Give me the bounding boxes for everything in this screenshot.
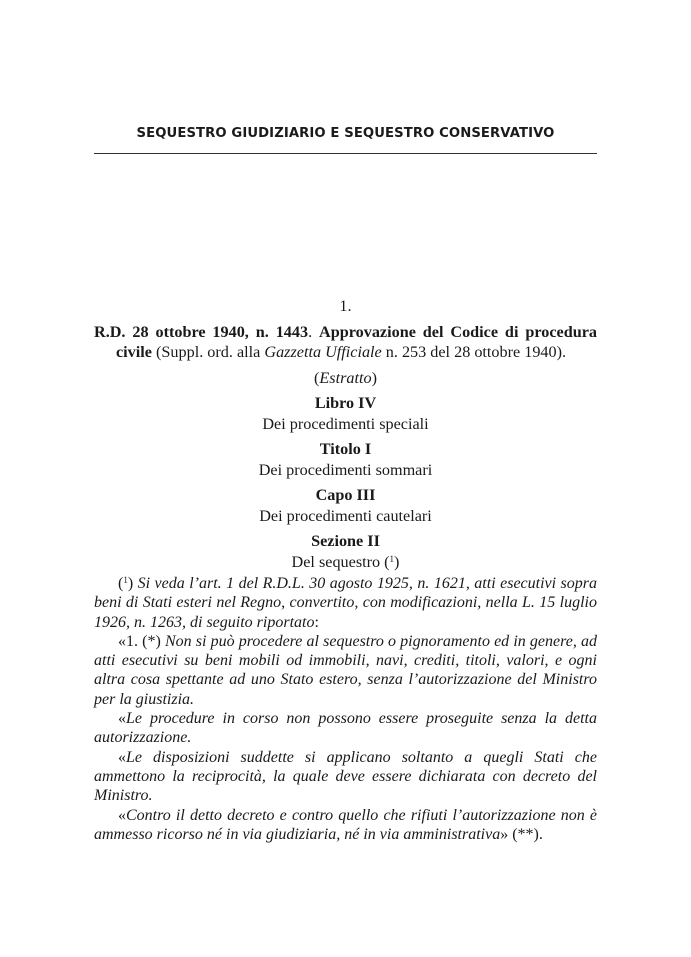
division-title: Libro IV — [314, 394, 377, 412]
extract-label: (Estratto) — [314, 368, 377, 387]
heading-reference: R.D. 28 ottobre 1940, n. 1443 — [94, 322, 309, 341]
quote-3-text: Le disposizioni suddette si applicano soltanto a quegli Stati che ammettono la reciprocità, la quale deve essere dichiarata con decreto del Ministro. — [94, 748, 597, 805]
division-title: Capo III — [315, 486, 376, 504]
quote-2-text: Le procedure in corso non possono essere proseguite senza la detta autorizzazione. — [94, 710, 597, 747]
quote-1-prefix: «1. (*) — [118, 632, 165, 650]
quote-4-text: Contro il detto decreto e contro quello che rifiuti l’autorizzazione non è ammesso ricorso né in via giudiziaria, né in via amministrativa — [94, 806, 597, 843]
footnote-reference: 1 — [389, 553, 395, 564]
document-heading — [94, 322, 597, 363]
footnote-intro-text: Si veda l’art. 1 del R.D.L. 30 agosto 1925, n. 1621, atti esecutivi sopra beni di Stati esteri nel Regno, convertito, con modificazioni, nella L. 15 luglio 1926, n. 1263, di seguito riportato — [94, 575, 598, 631]
footnote-quote-1 — [94, 632, 597, 709]
division-subtitle: Dei procedimenti sommari — [258, 460, 433, 479]
section-title: Sezione II — [311, 532, 380, 550]
heading-publication-post: n. 253 del 28 ottobre 1940). — [381, 343, 567, 361]
section-subtitle-end: ) — [394, 552, 400, 571]
section-subtitle — [94, 552, 597, 573]
footnote-intro-colon: : — [314, 613, 319, 631]
running-header: SEQUESTRO GIUDIZIARIO E SEQUESTRO CONSERVATIVO — [136, 126, 555, 141]
quote-3-prefix: « — [118, 748, 126, 766]
extract-label-text: Estratto — [319, 368, 372, 387]
division-title: Titolo I — [319, 440, 372, 458]
heading-separator: . — [308, 322, 313, 341]
footnote-intro: ($^1$) Si veda l’art. 1 del R.D.L. 30 agosto 1925, n. 1621, atti esecutivi sopra beni di Stati esteri nel Regno, convertito, con modificazioni, nella L. 15 luglio 1926, n. 1263, di seguito riportato: — [94, 575, 598, 631]
quote-4-prefix: « — [118, 806, 126, 824]
footnote-quote-3 — [94, 748, 597, 806]
header-rule — [94, 153, 597, 154]
footnote-marker: 1 — [123, 575, 128, 585]
division-subtitle: Dei procedimenti speciali — [262, 414, 429, 433]
footnote — [94, 574, 597, 844]
section-subtitle-text: Del sequestro ( — [291, 552, 390, 571]
heading-title: Approvazione del Codice di procedura civile — [116, 322, 597, 361]
heading-publication-gazette: Gazzetta Ufficiale — [264, 343, 382, 361]
footnote-quote-4 — [94, 806, 597, 845]
quote-1-text: Non si può procedere al sequestro o pignoramento ed in genere, ad atti esecutivi su beni mobili od immobili, navi, crediti, titoli, valori, e ogni altra cosa spettante ad uno Stato estero, senza l’autorizzazione del Ministro per la giustizia. — [94, 632, 598, 708]
document-body — [94, 296, 597, 844]
heading-publication-pre: (Suppl. ord. alla — [151, 343, 265, 361]
quote-2-prefix: « — [118, 710, 126, 728]
document-number: 1. — [339, 297, 352, 315]
footnote-quote-2 — [94, 709, 597, 748]
division-subtitle: Dei procedimenti cautelari — [259, 506, 432, 525]
quote-4-suffix: » (**). — [500, 825, 543, 843]
